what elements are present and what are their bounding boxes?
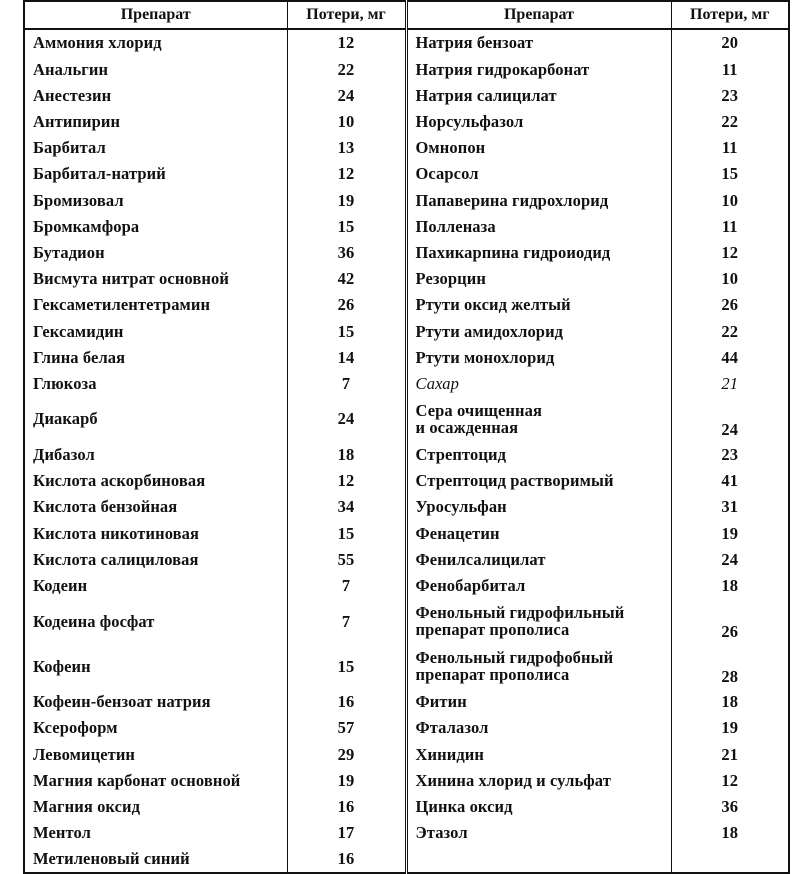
right-loss-value: 19 (721, 718, 739, 738)
right-loss-value: 18 (721, 576, 739, 595)
right-loss-value: 21 (721, 744, 739, 764)
table-row (24, 820, 789, 846)
left-drug-name: Бутадион (24, 240, 287, 266)
table-row (24, 573, 789, 599)
right-loss-value: 26 (721, 622, 739, 642)
left-loss-value: 13 (287, 135, 406, 161)
left-loss-value: 15 (287, 520, 406, 546)
table-row (24, 82, 789, 108)
right-loss-value: 22 (721, 112, 739, 131)
table-row (24, 767, 789, 793)
right-drug-name: Этазол (406, 820, 671, 846)
table-row (24, 494, 789, 520)
right-loss-value: 26 (721, 295, 739, 315)
right-loss-value: 12 (721, 242, 739, 262)
right-drug-name: Фитин (406, 689, 671, 715)
right-drug-name: Натрия салицилат (406, 82, 671, 108)
right-loss-value: 18 (721, 692, 739, 712)
table-row (24, 468, 789, 494)
left-drug-name: Бромизовал (24, 187, 287, 213)
losses-table (23, 0, 790, 874)
table-row (24, 397, 789, 442)
left-drug-name: Кислота салициловая (24, 546, 287, 572)
left-drug-name: Магния оксид (24, 794, 287, 820)
left-drug-name: Кофеин (24, 644, 287, 689)
header-drug-left: Препарат (24, 1, 287, 29)
left-drug-name: Диакарб (24, 397, 287, 442)
left-drug-name: Глюкоза (24, 370, 287, 396)
left-drug-name: Висмута нитрат основной (24, 266, 287, 292)
table-row (24, 370, 789, 396)
table-row (24, 292, 789, 318)
right-loss-value: 10 (721, 190, 739, 210)
left-loss-value: 16 (287, 846, 406, 873)
right-loss-value: 24 (721, 549, 739, 569)
right-drug-name: Ртути амидохлорид (406, 318, 671, 344)
right-loss-value: 28 (721, 667, 739, 687)
right-drug-name (406, 599, 671, 644)
left-drug-name: Магния карбонат основной (24, 767, 287, 793)
table-row (24, 266, 789, 292)
right-loss-value: 23 (721, 445, 739, 465)
left-drug-name: Кодеина фосфат (24, 599, 287, 644)
table-row (24, 213, 789, 239)
right-loss-value: 31 (721, 497, 739, 517)
right-drug-name-line-1: Фенольный гидрофильный (415, 602, 625, 622)
left-loss-value: 57 (287, 715, 406, 741)
left-loss-value: 14 (287, 344, 406, 370)
table-row (24, 794, 789, 820)
left-loss-value: 12 (287, 468, 406, 494)
right-drug-name-line-1: Сера очищенная (415, 400, 542, 420)
left-loss-value: 15 (287, 213, 406, 239)
table-row (24, 344, 789, 370)
right-drug-name-line-2: препарат прополиса (415, 665, 570, 685)
table-row (24, 318, 789, 344)
right-loss-value: 21 (721, 373, 739, 393)
right-drug-name-line-1: Фенольный гидрофобный (415, 647, 614, 667)
left-loss-value: 7 (287, 370, 406, 396)
header-loss-left: Потери, мг (287, 1, 406, 29)
right-drug-name-line-2: препарат прополиса (415, 620, 570, 640)
table-row (24, 161, 789, 187)
left-drug-name: Анальгин (24, 56, 287, 82)
left-loss-value: 55 (287, 546, 406, 572)
right-drug-name: Резорцин (406, 266, 671, 292)
table-row (24, 187, 789, 213)
table-body (24, 29, 789, 873)
right-drug-name: Полленаза (406, 213, 671, 239)
left-drug-name: Бромкамфора (24, 213, 287, 239)
right-loss-value: 22 (721, 321, 739, 341)
right-drug-name: Ртути монохлорид (406, 344, 671, 370)
right-drug-name: Хинина хлорид и сульфат (406, 767, 671, 793)
right-drug-name: Фенилсалицилат (406, 546, 671, 572)
table-row (24, 29, 789, 56)
right-drug-name: Фенобарбитал (406, 573, 671, 599)
right-drug-name: Омнопон (406, 135, 671, 161)
left-loss-value: 42 (287, 266, 406, 292)
left-loss-value: 12 (287, 161, 406, 187)
right-drug-name: Цинка оксид (406, 794, 671, 820)
table-row (24, 644, 789, 689)
right-loss-value: 19 (721, 523, 739, 543)
left-drug-name: Антипирин (24, 109, 287, 135)
header-drug-right: Препарат (406, 1, 671, 29)
left-drug-name: Кофеин-бензоат натрия (24, 689, 287, 715)
left-drug-name: Дибазол (24, 442, 287, 468)
table-row (24, 546, 789, 572)
left-loss-value: 22 (287, 56, 406, 82)
left-drug-name: Барбитал-натрий (24, 161, 287, 187)
left-loss-value: 15 (287, 644, 406, 689)
right-loss-value: 41 (721, 471, 739, 491)
left-loss-value: 34 (287, 494, 406, 520)
right-drug-name: Стрептоцид (406, 442, 671, 468)
left-drug-name: Барбитал (24, 135, 287, 161)
right-drug-name: Уросульфан (406, 494, 671, 520)
left-loss-value: 24 (287, 397, 406, 442)
right-loss-value: 18 (721, 823, 739, 843)
table-row (24, 520, 789, 546)
right-drug-name: Стрептоцид растворимый (406, 468, 671, 494)
right-drug-name (406, 644, 671, 689)
document-page (23, 0, 788, 869)
right-loss-value: 20 (721, 33, 739, 53)
right-drug-name: Пахикарпина гидроиодид (406, 240, 671, 266)
table-row (24, 240, 789, 266)
left-loss-value: 16 (287, 689, 406, 715)
left-loss-value: 16 (287, 794, 406, 820)
table-row (24, 715, 789, 741)
left-loss-value: 10 (287, 109, 406, 135)
left-loss-value: 24 (287, 82, 406, 108)
table-row (24, 689, 789, 715)
right-drug-name: Натрия гидрокарбонат (406, 56, 671, 82)
table-row (24, 741, 789, 767)
right-drug-name: Ртути оксид желтый (406, 292, 671, 318)
left-drug-name: Анестезин (24, 82, 287, 108)
left-drug-name: Метиленовый синий (24, 846, 287, 873)
right-drug-name: Сахар (406, 370, 671, 396)
right-drug-name (406, 397, 671, 442)
table-row (24, 135, 789, 161)
table-row (24, 109, 789, 135)
right-loss-value: 36 (721, 796, 739, 816)
left-loss-value: 26 (287, 292, 406, 318)
left-loss-value: 36 (287, 240, 406, 266)
left-drug-name: Кислота бензойная (24, 494, 287, 520)
left-drug-name: Кислота никотиновая (24, 520, 287, 546)
right-loss-value: 11 (721, 216, 738, 236)
right-drug-name: Натрия бензоат (406, 29, 671, 56)
left-loss-value: 12 (287, 29, 406, 56)
right-loss-value: 44 (721, 347, 739, 367)
right-loss-value: 12 (721, 770, 739, 790)
left-loss-value: 18 (287, 442, 406, 468)
left-drug-name: Глина белая (24, 344, 287, 370)
left-drug-name: Ментол (24, 820, 287, 846)
left-loss-value: 7 (287, 599, 406, 644)
left-loss-value: 17 (287, 820, 406, 846)
left-drug-name: Аммония хлорид (24, 29, 287, 56)
left-loss-value: 15 (287, 318, 406, 344)
right-loss-value: 11 (721, 138, 738, 158)
right-drug-name: Осарсол (406, 161, 671, 187)
left-drug-name: Левомицетин (24, 741, 287, 767)
right-loss-value: 23 (721, 85, 739, 105)
left-drug-name: Кислота аскорбиновая (24, 468, 287, 494)
right-drug-name: Папаверина гидрохлорид (406, 187, 671, 213)
left-loss-value: 19 (287, 187, 406, 213)
right-loss-value: 10 (721, 269, 739, 289)
right-loss-value: 15 (721, 164, 739, 184)
right-drug-name: Хинидин (406, 741, 671, 767)
table-header-row (24, 1, 789, 29)
table-row (24, 599, 789, 644)
right-drug-name: Норсульфазол (406, 109, 671, 135)
right-drug-name: Фталазол (406, 715, 671, 741)
left-loss-value: 29 (287, 741, 406, 767)
left-drug-name: Ксероформ (24, 715, 287, 741)
right-drug-name: Фенацетин (406, 520, 671, 546)
left-drug-name: Гексамидин (24, 318, 287, 344)
right-loss-value: 11 (721, 59, 738, 79)
table-row (24, 56, 789, 82)
left-drug-name: Кодеин (24, 573, 287, 599)
right-drug-name-line-2: и осажденная (415, 418, 519, 438)
left-loss-value: 19 (287, 767, 406, 793)
left-loss-value: 7 (287, 573, 406, 599)
header-loss-right: Потери, мг (671, 1, 789, 29)
left-drug-name: Гексаметилентетрамин (24, 292, 287, 318)
right-loss-value: 24 (721, 420, 739, 440)
table-row (24, 442, 789, 468)
